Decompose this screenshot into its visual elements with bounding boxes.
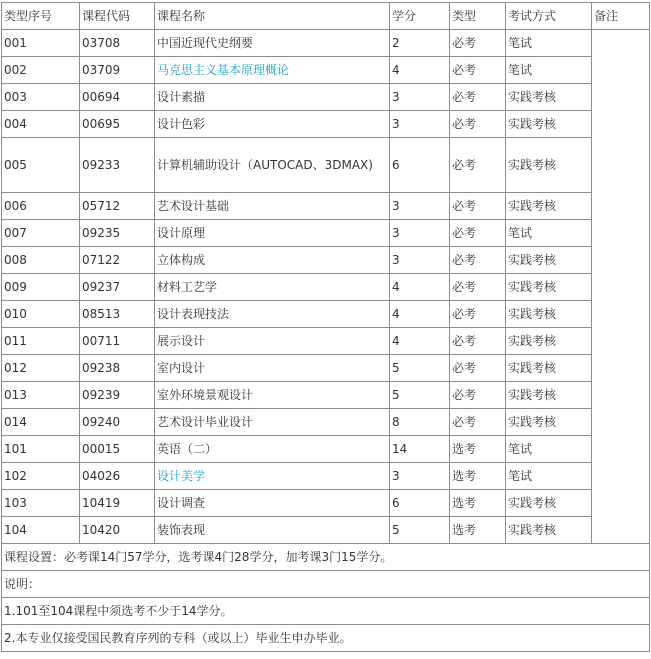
cell-course-name[interactable]: 马克思主义基本原理概论	[155, 57, 390, 84]
cell-exam-method: 实践考核	[506, 382, 592, 409]
table-row	[2, 30, 650, 57]
cell-type: 必考	[450, 301, 506, 328]
cell-course-name: 英语（二）	[155, 436, 390, 463]
cell-seq: 001	[2, 30, 80, 57]
footer-row	[2, 625, 650, 652]
cell-code: 05712	[80, 193, 155, 220]
cell-course-name: 设计调查	[155, 490, 390, 517]
header-remark: 备注	[592, 3, 650, 30]
cell-course-name[interactable]: 设计美学	[155, 463, 390, 490]
cell-code: 03709	[80, 57, 155, 84]
cell-exam-method: 笔试	[506, 57, 592, 84]
cell-exam-method: 实践考核	[506, 517, 592, 544]
cell-type: 必考	[450, 355, 506, 382]
cell-credit: 3	[390, 247, 450, 274]
cell-credit: 3	[390, 220, 450, 247]
cell-seq: 103	[2, 490, 80, 517]
cell-exam-method: 实践考核	[506, 138, 592, 193]
cell-course-name: 材料工艺学	[155, 274, 390, 301]
cell-code: 09233	[80, 138, 155, 193]
cell-credit: 5	[390, 382, 450, 409]
table-row	[2, 193, 650, 220]
cell-course-name: 立体构成	[155, 247, 390, 274]
cell-seq: 004	[2, 111, 80, 138]
footer-note: 2.本专业仅接受国民教育序列的专科（或以上）毕业生申办毕业。	[2, 625, 650, 652]
cell-credit: 14	[390, 436, 450, 463]
cell-course-name: 艺术设计毕业设计	[155, 409, 390, 436]
cell-type: 必考	[450, 409, 506, 436]
cell-seq: 012	[2, 355, 80, 382]
header-seq: 类型序号	[2, 3, 80, 30]
cell-exam-method: 实践考核	[506, 301, 592, 328]
cell-credit: 6	[390, 490, 450, 517]
cell-type: 必考	[450, 57, 506, 84]
cell-course-name: 设计色彩	[155, 111, 390, 138]
cell-credit: 3	[390, 463, 450, 490]
cell-code: 07122	[80, 247, 155, 274]
cell-type: 选考	[450, 490, 506, 517]
cell-course-name: 艺术设计基础	[155, 193, 390, 220]
cell-code: 08513	[80, 301, 155, 328]
cell-seq: 102	[2, 463, 80, 490]
table-row	[2, 220, 650, 247]
footer-note: 课程设置：必考课14门57学分，选考课4门28学分，加考课3门15学分。	[2, 544, 650, 571]
cell-seq: 003	[2, 84, 80, 111]
cell-seq: 011	[2, 328, 80, 355]
cell-seq: 010	[2, 301, 80, 328]
cell-credit: 4	[390, 274, 450, 301]
cell-course-name: 室外环境景观设计	[155, 382, 390, 409]
footer-row	[2, 571, 650, 598]
table-row	[2, 301, 650, 328]
cell-type: 选考	[450, 436, 506, 463]
cell-type: 选考	[450, 463, 506, 490]
table-row	[2, 247, 650, 274]
cell-exam-method: 实践考核	[506, 355, 592, 382]
cell-exam-method: 实践考核	[506, 328, 592, 355]
cell-code: 09240	[80, 409, 155, 436]
cell-type: 必考	[450, 138, 506, 193]
footer-row	[2, 598, 650, 625]
cell-type: 必考	[450, 220, 506, 247]
footer-note: 1.101至104课程中须选考不少于14学分。	[2, 598, 650, 625]
cell-seq: 002	[2, 57, 80, 84]
cell-seq: 005	[2, 138, 80, 193]
table-row	[2, 409, 650, 436]
cell-code: 00695	[80, 111, 155, 138]
cell-course-name: 展示设计	[155, 328, 390, 355]
cell-type: 必考	[450, 84, 506, 111]
cell-course-name: 室内设计	[155, 355, 390, 382]
table-row	[2, 111, 650, 138]
cell-credit: 4	[390, 301, 450, 328]
cell-credit: 5	[390, 355, 450, 382]
cell-course-name: 中国近现代史纲要	[155, 30, 390, 57]
cell-credit: 4	[390, 57, 450, 84]
cell-course-name: 设计素描	[155, 84, 390, 111]
cell-code: 09235	[80, 220, 155, 247]
table-row	[2, 517, 650, 544]
cell-credit: 5	[390, 517, 450, 544]
cell-type: 必考	[450, 111, 506, 138]
header-name: 课程名称	[155, 3, 390, 30]
cell-type: 必考	[450, 30, 506, 57]
cell-code: 00711	[80, 328, 155, 355]
cell-seq: 104	[2, 517, 80, 544]
header-type: 类型	[450, 3, 506, 30]
cell-code: 09237	[80, 274, 155, 301]
cell-exam-method: 实践考核	[506, 247, 592, 274]
cell-seq: 009	[2, 274, 80, 301]
cell-seq: 008	[2, 247, 80, 274]
cell-code: 09239	[80, 382, 155, 409]
cell-code: 10419	[80, 490, 155, 517]
cell-code: 00694	[80, 84, 155, 111]
cell-exam-method: 实践考核	[506, 490, 592, 517]
cell-seq: 014	[2, 409, 80, 436]
cell-seq: 013	[2, 382, 80, 409]
cell-seq: 007	[2, 220, 80, 247]
cell-code: 09238	[80, 355, 155, 382]
table-row	[2, 382, 650, 409]
cell-code: 04026	[80, 463, 155, 490]
table-row	[2, 436, 650, 463]
table-row	[2, 84, 650, 111]
header-credit: 学分	[390, 3, 450, 30]
cell-exam-method: 实践考核	[506, 409, 592, 436]
cell-type: 必考	[450, 247, 506, 274]
table-row	[2, 138, 650, 193]
course-table	[1, 2, 650, 652]
cell-course-name: 计算机辅助设计（AUTOCAD、3DMAX)	[155, 138, 390, 193]
cell-credit: 3	[390, 111, 450, 138]
table-row	[2, 274, 650, 301]
cell-credit: 3	[390, 84, 450, 111]
cell-code: 00015	[80, 436, 155, 463]
cell-course-name: 设计表现技法	[155, 301, 390, 328]
table-row	[2, 463, 650, 490]
cell-type: 选考	[450, 517, 506, 544]
cell-seq: 101	[2, 436, 80, 463]
table-row	[2, 355, 650, 382]
table-row	[2, 57, 650, 84]
cell-type: 必考	[450, 328, 506, 355]
cell-type: 必考	[450, 382, 506, 409]
cell-seq: 006	[2, 193, 80, 220]
cell-type: 必考	[450, 193, 506, 220]
header-row	[2, 3, 650, 30]
footer-row	[2, 544, 650, 571]
cell-exam-method: 笔试	[506, 220, 592, 247]
footer-note: 说明：	[2, 571, 650, 598]
cell-course-name: 设计原理	[155, 220, 390, 247]
table-row	[2, 490, 650, 517]
cell-credit: 3	[390, 193, 450, 220]
cell-code: 10420	[80, 517, 155, 544]
cell-type: 必考	[450, 274, 506, 301]
table-row	[2, 328, 650, 355]
cell-exam-method: 实践考核	[506, 84, 592, 111]
cell-credit: 2	[390, 30, 450, 57]
cell-credit: 6	[390, 138, 450, 193]
cell-course-name: 装饰表现	[155, 517, 390, 544]
cell-exam-method: 笔试	[506, 436, 592, 463]
cell-exam-method: 笔试	[506, 463, 592, 490]
cell-exam-method: 笔试	[506, 30, 592, 57]
cell-credit: 4	[390, 328, 450, 355]
cell-code: 03708	[80, 30, 155, 57]
cell-remark	[592, 30, 650, 544]
cell-exam-method: 实践考核	[506, 274, 592, 301]
cell-credit: 8	[390, 409, 450, 436]
header-code: 课程代码	[80, 3, 155, 30]
cell-exam-method: 实践考核	[506, 193, 592, 220]
course-table-body	[2, 3, 650, 652]
cell-exam-method: 实践考核	[506, 111, 592, 138]
header-exam: 考试方式	[506, 3, 592, 30]
